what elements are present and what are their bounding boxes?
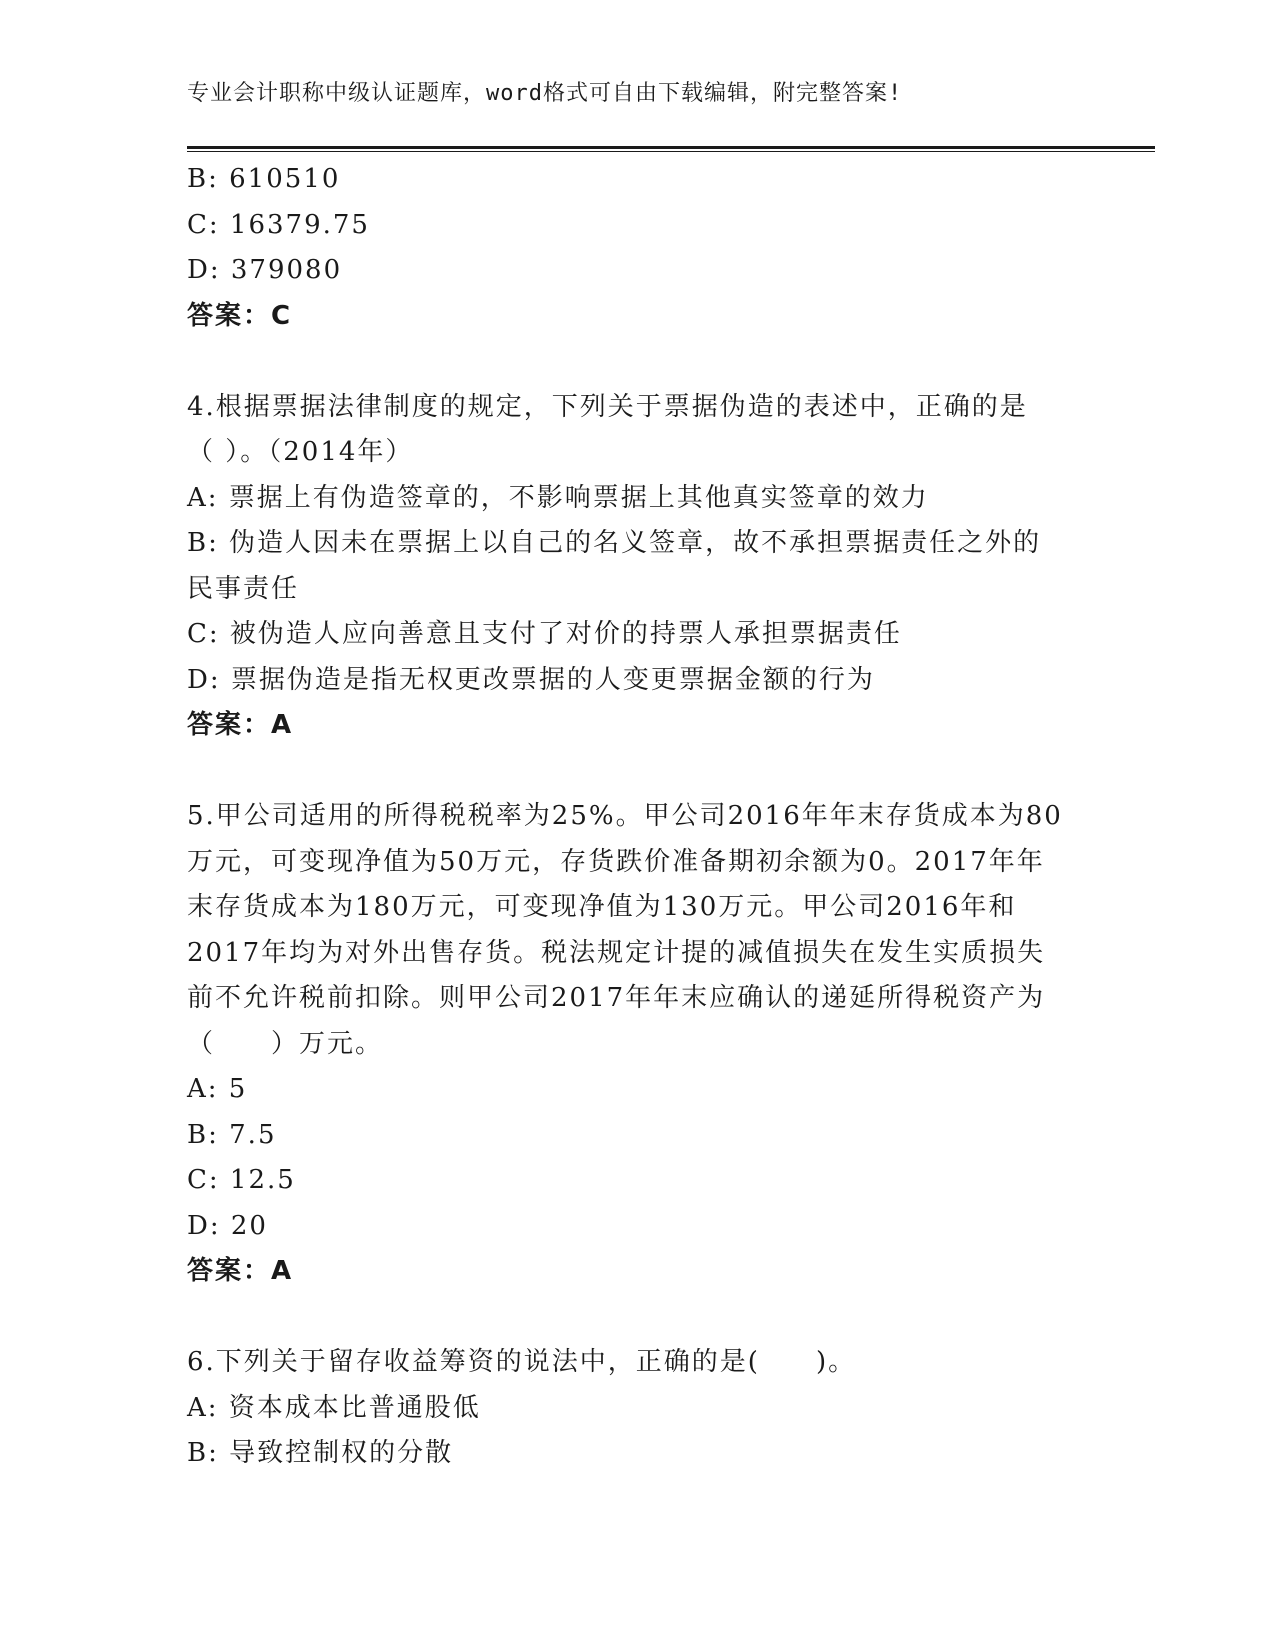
q4-stem-line-2: （ ）。（2014年） xyxy=(187,437,414,467)
q6-option-b: B: 导致控制权的分散 xyxy=(187,1438,454,1468)
q5-option-d: D: 20 xyxy=(187,1210,268,1241)
q5-option-b: B: 7.5 xyxy=(187,1119,277,1150)
q5-stem-line-2: 万元，可变现净值为50万元，存货跌价准备期初余额为0。2017年年 xyxy=(187,846,1045,877)
q4-option-d: D: 票据伪造是指无权更改票据的人变更票据金额的行为 xyxy=(187,664,875,695)
header-divider-thick xyxy=(187,146,1155,149)
q6-option-a: A: 资本成本比普通股低 xyxy=(187,1392,481,1423)
header-divider-thin xyxy=(187,151,1155,152)
q4-option-b: B: 伪造人因未在票据上以自己的名义签章，故不承担票据责任之外的 xyxy=(187,528,1042,558)
question-content xyxy=(187,157,1087,1477)
q5-answer: 答案：A xyxy=(187,1256,294,1286)
q3-answer: 答案：C xyxy=(187,300,293,331)
question-3-tail xyxy=(187,157,1087,339)
question-5 xyxy=(187,794,1087,1295)
q3-option-c: C: 16379.75 xyxy=(187,209,370,240)
spacer xyxy=(187,1295,1087,1341)
q5-stem-line-5: 前不允许税前扣除。则甲公司2017年年末应确认的递延所得税资产为 xyxy=(187,983,1046,1013)
q5-option-a: A: 5 xyxy=(187,1074,248,1104)
q6-stem-line-1: 6.下列关于留存收益筹资的说法中，正确的是( )。 xyxy=(187,1347,857,1377)
header-divider xyxy=(187,146,1155,152)
q3-option-b: B: 610510 xyxy=(187,164,341,194)
q5-stem-line-1: 5.甲公司适用的所得税税率为25%。甲公司2016年年末存货成本为80 xyxy=(187,801,1063,831)
q4-option-a: A: 票据上有伪造签章的，不影响票据上其他真实签章的效力 xyxy=(187,482,929,513)
q4-answer: 答案：A xyxy=(187,710,294,740)
q5-stem-line-6: （ ）万元。 xyxy=(187,1028,384,1059)
spacer xyxy=(187,749,1087,795)
q4-option-c: C: 被伪造人应向善意且支付了对价的持票人承担票据责任 xyxy=(187,619,902,649)
q3-option-d: D: 379080 xyxy=(187,255,343,285)
question-4 xyxy=(187,385,1087,749)
q4-stem-line-1: 4.根据票据法律制度的规定，下列关于票据伪造的表述中，正确的是 xyxy=(187,391,1028,422)
q4-option-b-cont: 民事责任 xyxy=(187,573,300,604)
q5-option-c: C: 12.5 xyxy=(187,1165,296,1195)
spacer xyxy=(187,339,1087,385)
page-header: 专业会计职称中级认证题库，word格式可自由下载编辑，附完整答案! xyxy=(187,81,903,106)
question-6 xyxy=(187,1340,1087,1477)
q5-stem-line-3: 末存货成本为180万元，可变现净值为130万元。甲公司2016年和 xyxy=(187,892,1017,922)
q5-stem-line-4: 2017年均为对外出售存货。税法规定计提的减值损失在发生实质损失 xyxy=(187,937,1046,968)
